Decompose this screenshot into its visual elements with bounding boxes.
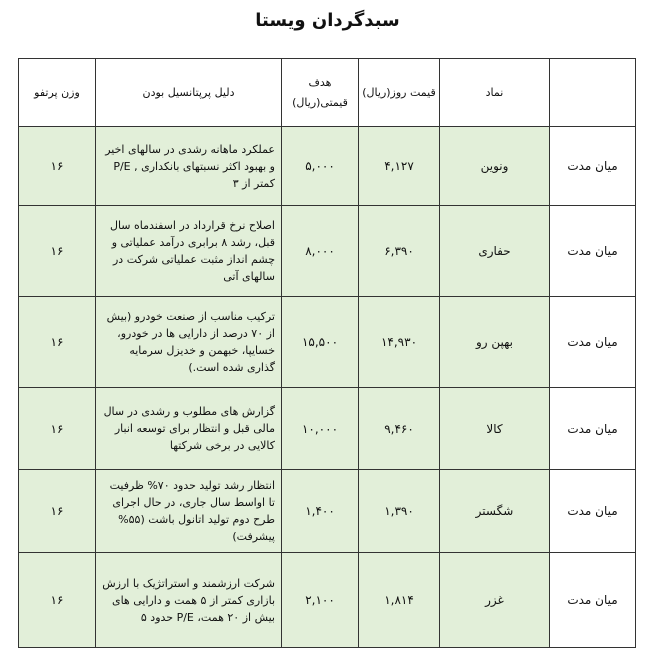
cell-price: ۱,۸۱۴ [359, 553, 440, 648]
header-period [550, 59, 636, 127]
cell-price: ۱,۳۹۰ [359, 470, 440, 553]
cell-reason: اصلاح نرخ قرارداد در اسفندماه سال قبل، رشد ۸ برابری درآمد عملیاتی و چشم انداز مثبت عملیاتی شرکت در سالهای آتی [96, 206, 282, 297]
cell-price: ۹,۴۶۰ [359, 388, 440, 470]
cell-target: ۱۵,۵۰۰ [282, 297, 359, 388]
header-weight: وزن پرتفو [19, 59, 96, 127]
cell-period: میان مدت [550, 470, 636, 553]
cell-period: میان مدت [550, 127, 636, 206]
cell-reason: انتظار رشد تولید حدود ۷۰% ظرفیت تا اواسط سال جاری، در حال اجرای طرح دوم تولید اتانول باشت (۵۵% پیشرفت) [96, 470, 282, 553]
cell-target: ۵,۰۰۰ [282, 127, 359, 206]
cell-price: ۴,۱۲۷ [359, 127, 440, 206]
cell-period: میان مدت [550, 388, 636, 470]
table-row [19, 553, 636, 648]
cell-target: ۸,۰۰۰ [282, 206, 359, 297]
cell-target: ۲,۱۰۰ [282, 553, 359, 648]
table-row [19, 206, 636, 297]
table-row [19, 388, 636, 470]
cell-weight: ۱۶ [19, 206, 96, 297]
table-row [19, 470, 636, 553]
cell-period: میان مدت [550, 297, 636, 388]
page-title: سبدگردان ویستا [255, 10, 400, 31]
table-row [19, 297, 636, 388]
cell-price: ۱۴,۹۳۰ [359, 297, 440, 388]
table-row [19, 127, 636, 206]
cell-weight: ۱۶ [19, 470, 96, 553]
cell-weight: ۱۶ [19, 297, 96, 388]
cell-price: ۶,۳۹۰ [359, 206, 440, 297]
cell-symbol: شگستر [440, 470, 550, 553]
cell-symbol: بهپن رو [440, 297, 550, 388]
cell-symbol: غزر [440, 553, 550, 648]
header-symbol: نماد [440, 59, 550, 127]
cell-reason: شرکت ارزشمند و استراتژیک با ارزش بازاری کمتر از ۵ همت و دارایی های بیش از ۲۰ همت، P/E حدود ۵ [96, 553, 282, 648]
cell-weight: ۱۶ [19, 127, 96, 206]
cell-reason: ترکیب مناسب از صنعت خودرو (بیش از ۷۰ درصد از دارایی ها در خودرو، خسایپا، خبهمن و خدیزل سرمایه گذاری شده است.) [96, 297, 282, 388]
portfolio-table [18, 58, 636, 648]
cell-symbol: ونوین [440, 127, 550, 206]
header-row [19, 59, 636, 127]
header-reason: دلیل پرپتانسیل بودن [96, 59, 282, 127]
cell-target: ۱۰,۰۰۰ [282, 388, 359, 470]
cell-symbol: حفاری [440, 206, 550, 297]
header-price: قیمت روز(ریال) [359, 59, 440, 127]
cell-reason: عملکرد ماهانه رشدی در سالهای اخیر و بهبود اکثر نسبتهای بانکداری , P/E کمتر از ۳ [96, 127, 282, 206]
cell-weight: ۱۶ [19, 388, 96, 470]
cell-target: ۱,۴۰۰ [282, 470, 359, 553]
cell-period: میان مدت [550, 553, 636, 648]
cell-reason: گزارش های مطلوب و رشدی در سال مالی قبل و انتظار برای توسعه انبار کالایی در برخی شرکتها [96, 388, 282, 470]
cell-weight: ۱۶ [19, 553, 96, 648]
header-target: هدف قیمتی(ریال) [282, 59, 359, 127]
cell-symbol: کالا [440, 388, 550, 470]
cell-period: میان مدت [550, 206, 636, 297]
